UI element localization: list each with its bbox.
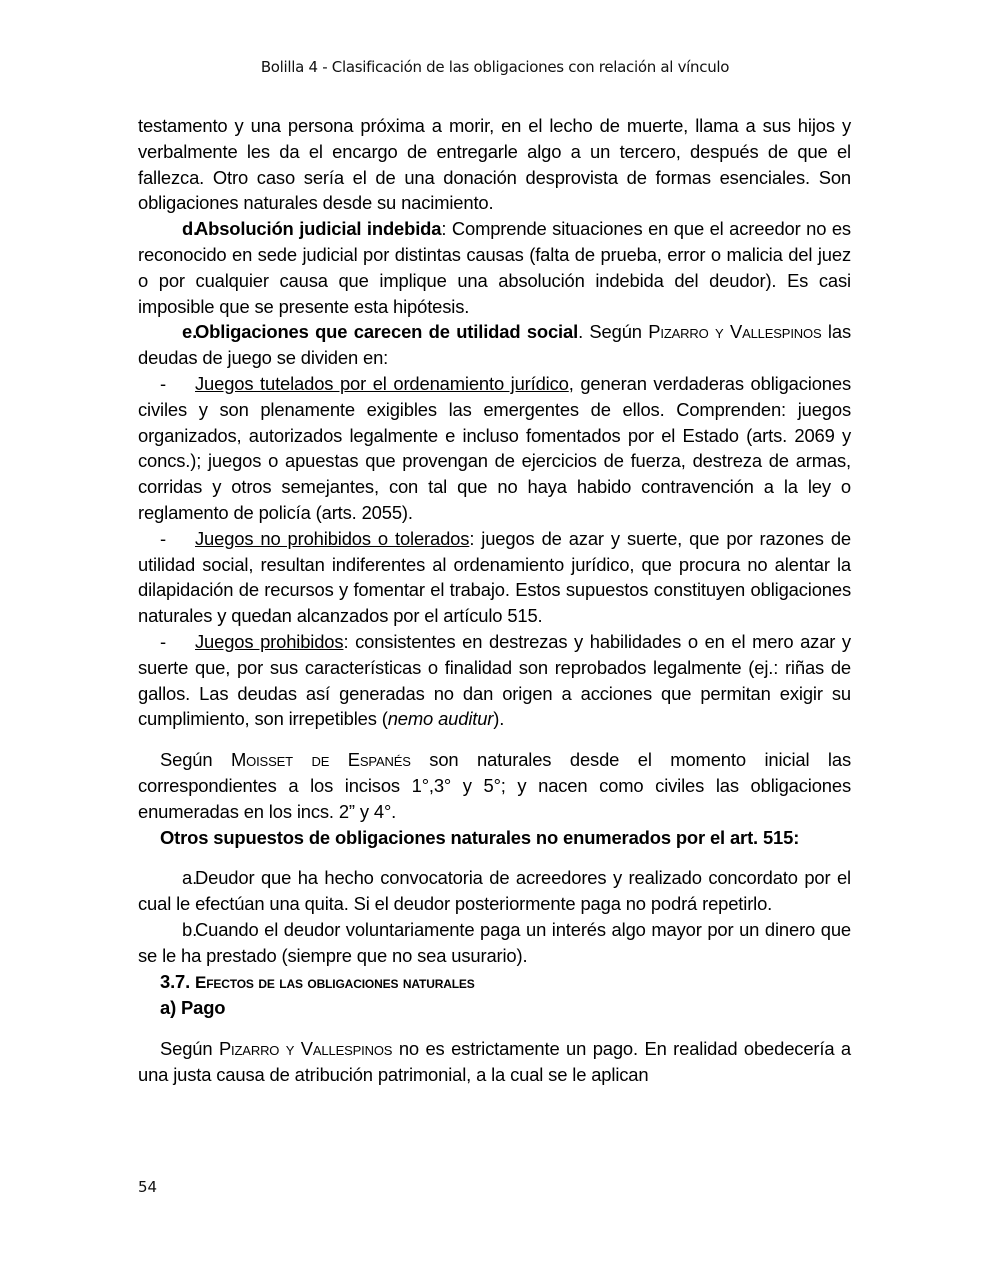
item-marker: b. [182, 918, 198, 940]
page-header: Bolilla 4 - Clasificación de las obligaciones con relación al vínculo [260, 58, 730, 76]
item-title: Obligaciones que carecen de utilidad social [195, 321, 579, 343]
otros-item-a [138, 865, 851, 917]
paragraph-pago [138, 1036, 851, 1088]
otros-supuestos-heading: Otros supuestos de obligaciones naturales no enumerados por el art. 515: [160, 826, 800, 848]
bullet-text: , generan verdaderas obligaciones civiles y son plenamente exigibles las emergentes de ellos. Comprenden: juegos organizados, autorizados legalmente e incluso fomentados por el Estado (arts. 2069 y concs.); juegos o apuestas que provengan de ejercicios de fuerza, destreza de armas, corridas y otros semejantes, con tal que no haya habido contravención a la ley o reglamento de policía (arts. 2055). [138, 372, 851, 523]
section-title: Efectos de las obligaciones naturales [195, 972, 475, 992]
item-text: Cuando el deudor voluntariamente paga un interés algo mayor por un dinero que se le ha prestado (siempre que no sea usurario). [138, 918, 851, 966]
item-marker: a. [182, 867, 198, 889]
item-text: las deudas de juego se dividen en: [138, 321, 851, 369]
text: Según [160, 749, 231, 771]
item-d [138, 216, 851, 319]
document-body [138, 113, 851, 1088]
section-heading [138, 969, 851, 996]
subsection-heading: a) Pago [160, 997, 226, 1019]
bullet-title: Juegos prohibidos [195, 630, 344, 652]
text: son naturales desde el momento inicial las correspondientes a los incisos 1°,3° y 5°; y nacen como civiles las obligaciones enumeradas en los incs. 2” y 4°. [138, 749, 851, 822]
item-marker: e. [182, 321, 198, 343]
bullet-title: Juegos no prohibidos o tolerados [195, 527, 470, 549]
bullet-title: Juegos tutelados por el ordenamiento jurídico [195, 372, 569, 394]
section-number: 3.7. [160, 970, 196, 992]
text: no es estrictamente un pago. En realidad obedecería a una justa causa de atribución patrimonial, a la cual se le aplican [138, 1038, 851, 1085]
item-text: . Según [578, 321, 649, 343]
page-number: 54 [138, 1178, 158, 1196]
bullet-text-end: ). [493, 708, 505, 730]
bullet-text: : juegos de azar y suerte, que por razones de utilidad social, resultan indiferentes al ordenamiento jurídico, que procura no alentar la dilapidación de recursos y fomentar el trabajo. Estos supuestos constituyen obligaciones naturales y quedan alcanzados por el artículo 515. [138, 527, 852, 627]
dash-marker: - [160, 630, 166, 652]
bullet-text: : consistentes en destrezas y habilidades o en el mero azar y suerte que, por sus características o finalidad son reprobados legalmente (ej.: riñas de gallos. Las deudas así generadas no dan origen a acciones que permitan exigir su cumplimiento, son irrepetibles ( [138, 630, 851, 730]
author-name: Pizarro y Vallespinos [648, 321, 822, 343]
text: Según [160, 1038, 219, 1060]
item-marker: d. [182, 218, 199, 240]
latin-phrase: nemo auditur [387, 708, 494, 730]
otros-item-b [138, 917, 851, 969]
dash-marker: - [160, 527, 166, 549]
bullet-juegos-tutelados [138, 371, 851, 526]
paragraph-testamento: testamento y una persona próxima a morir, en el lecho de muerte, llama a sus hijos y verbalmente les da el encargo de entregarle algo a un tercero, después de que el fallezca. Otro caso sería el de una donación desprovista de formas esenciales. Son obligaciones naturales desde su nacimiento. [138, 115, 851, 214]
bullet-juegos-prohibidos [138, 629, 851, 732]
item-title: Absolución judicial indebida [195, 218, 442, 240]
item-text: Deudor que ha hecho convocatoria de acreedores y realizado concordato por el cual le efectúan una quita. Si el deudor posteriormente paga no podrá repetirlo. [138, 867, 851, 915]
paragraph-moisset [138, 747, 851, 824]
item-e [138, 319, 851, 371]
dash-marker: - [160, 372, 166, 394]
item-text: : Comprende situaciones en que el acreedor no es reconocido en sede judicial por distintas causas (falta de prueba, error o malicia del juez o por cualquier causa que implique una absolución indebida del deudor). Es casi imposible que se presente esta hipótesis. [138, 218, 851, 317]
author-name: Pizarro y Vallespinos [218, 1038, 393, 1060]
author-name: Moisset de Espanés [230, 749, 411, 771]
bullet-juegos-tolerados [138, 526, 851, 629]
